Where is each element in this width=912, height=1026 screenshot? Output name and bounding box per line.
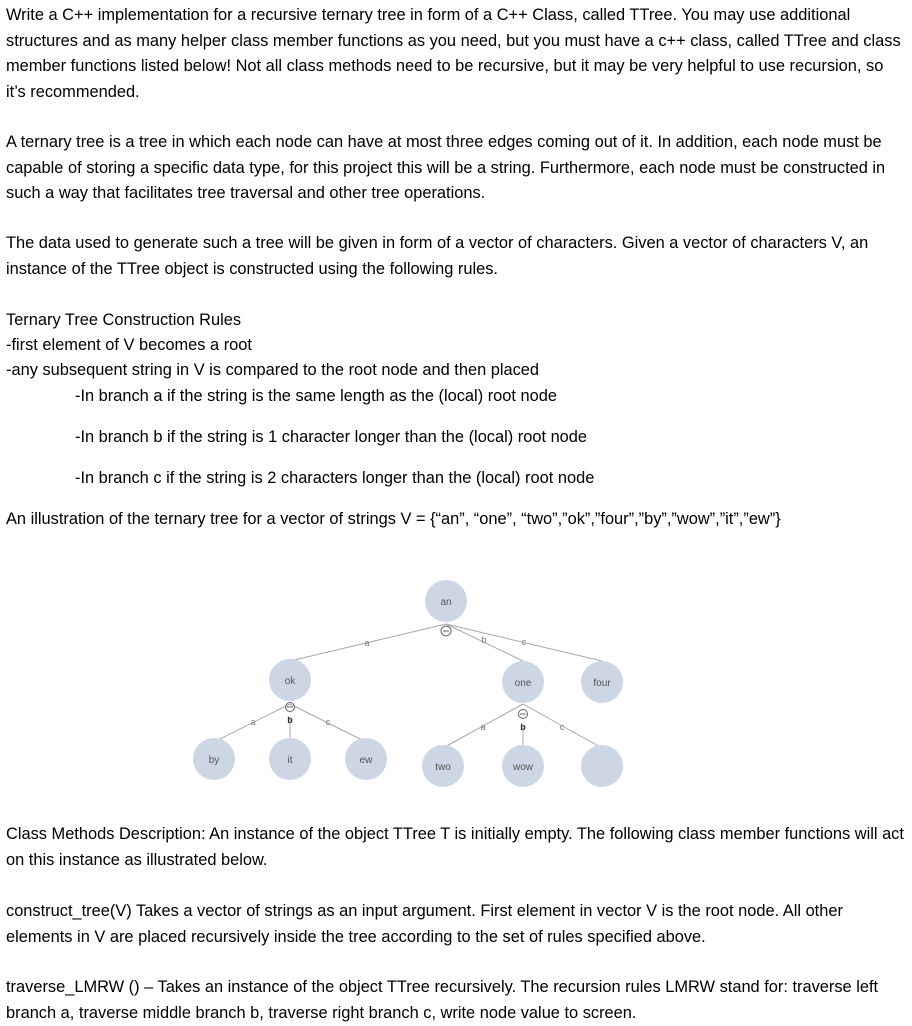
node-label-wow: wow — [512, 762, 534, 773]
data-intro-paragraph: The data used to generate such a tree will be given in form of a vector of characters. Given a vector of characters V, an instance of the TTree object is constructed using the following rules. — [6, 234, 869, 278]
branch-label-a: a — [480, 722, 486, 732]
branch-label-b: b — [520, 722, 526, 732]
branch-label-c: c — [559, 722, 565, 732]
definition-paragraph: A ternary tree is a tree in which each node can have at most three edges coming out of it. In addition, each node must be capable of storing a specific data type, for this project this will be a string. Furthermore, each node must be constructed in such a way that facilitates tree traversal and other tree operations. — [6, 133, 886, 202]
node-label-one: one — [514, 678, 532, 689]
rule-subsequent: -any subsequent string in V is compared to the root node and then placed — [6, 361, 540, 379]
branch-label-a: a — [364, 638, 370, 648]
node-label-two: two — [435, 762, 451, 773]
branch-label-c: c — [521, 637, 527, 647]
node-label-four: four — [593, 678, 611, 689]
node-empty — [581, 745, 623, 787]
node-label-ok: ok — [284, 676, 296, 687]
class-methods-paragraph: Class Methods Description: An instance of the object TTree T is initially empty. The following class member functions will act on this instance as illustrated below. — [6, 825, 904, 869]
branch-label-c: c — [325, 717, 331, 727]
rules-title: Ternary Tree Construction Rules — [6, 311, 242, 329]
collapse-markers — [286, 626, 528, 719]
construct-tree-paragraph: construct_tree(V) Takes a vector of strings as an input argument. First element in vector V is the root node. All other elements in V are placed recursively inside the tree according to the set of rules specified above. — [6, 902, 843, 946]
node-label-by: by — [208, 755, 220, 766]
node-label-it: it — [287, 755, 293, 766]
tree-nodes — [193, 580, 623, 787]
rule-branch-a: -In branch a if the string is the same length as the (local) root node — [75, 387, 557, 405]
node-labels — [209, 597, 612, 773]
branch-label-a: a — [250, 717, 256, 727]
rule-branch-c: -In branch c if the string is 2 characters longer than the (local) root node — [75, 469, 595, 487]
rule-first: -first element of V becomes a root — [6, 336, 252, 354]
branch-label-b: b — [287, 715, 293, 725]
traverse-paragraph: traverse_LMRW () – Takes an instance of the object TTree recursively. The recursion rules LMRW stand for: traverse left branch a, traverse middle branch b, traverse right branch c, write node value to screen. — [6, 978, 879, 1022]
illustration-caption: An illustration of the ternary tree for a vector of strings V = {“an”, “one”, “two”,”ok”,”four”,”by”,”wow”,”it”,”ew”} — [6, 510, 781, 528]
ternary-tree-diagram — [180, 575, 640, 805]
node-label-ew: ew — [359, 755, 373, 766]
rule-branch-b: -In branch b if the string is 1 character longer than the (local) root node — [75, 428, 588, 446]
branch-label-b: b — [481, 635, 487, 645]
intro-paragraph: Write a C++ implementation for a recursive ternary tree in form of a C++ Class, called TTree. You may use additional structures and as many helper class member functions as you need, but you must have a c++ class, called TTree and class member functions listed below! Not all class methods need to be recursive, but it may be very helpful to use recursion, so it’s recommended. — [6, 6, 901, 101]
node-label-an: an — [440, 597, 452, 608]
